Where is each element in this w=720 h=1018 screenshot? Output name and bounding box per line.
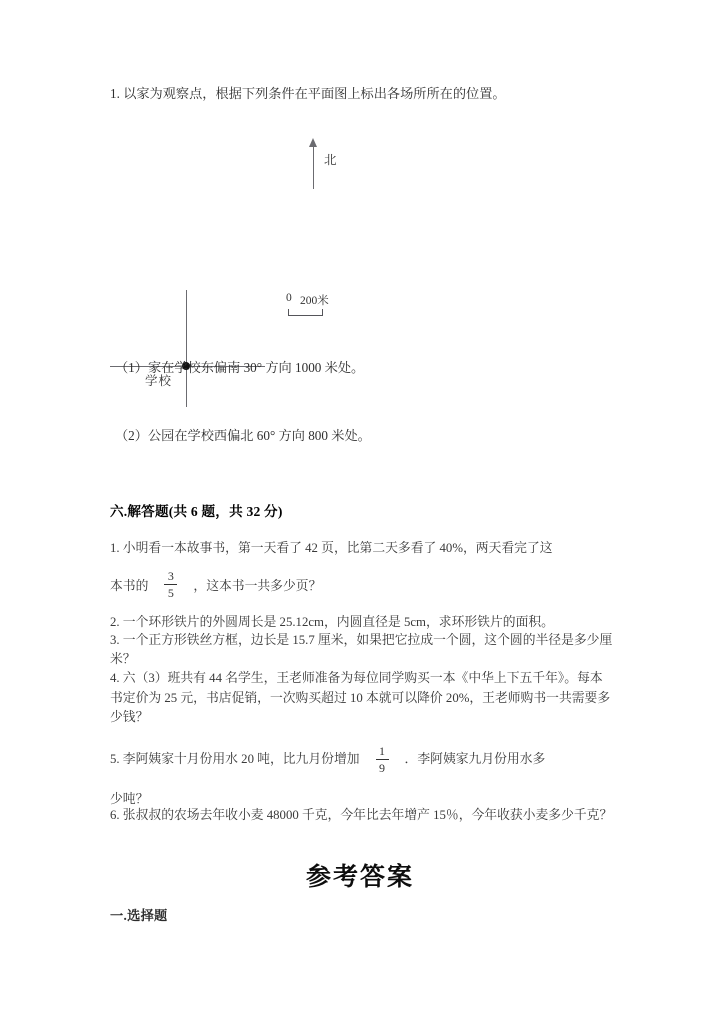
answers-title: 参考答案 [305,864,414,891]
scale-distance-label: 200米 [300,295,329,307]
sub-item-2: （2）公园在学校西偏北 60° 方向 800 米处。 [115,428,371,443]
scale-bar [286,292,386,327]
fraction-one-ninth [376,745,389,774]
question-1-line-2-after: ，这本书一共多少页？ [193,579,322,593]
question-6: 6. 张叔叔的农场去年收小麦 48000 千克，今年比去年增产 15％，今年收获小麦多少千克？ [110,808,613,822]
fraction-bar [376,759,389,760]
fraction-denominator: 5 [167,586,174,600]
question-2: 2. 一个环形铁片的外圆周长是 25.12cm，内圆直径是 5cm，求环形铁片的面积。 [110,615,554,629]
vertical-axis-line [186,290,187,407]
question-5-line-1-after: ．李阿姨家九月份用水多 [404,752,546,766]
fraction-denominator: 9 [379,761,386,775]
north-arrow-shaft-icon [313,144,314,189]
question-1-line-2-before: 本书的 [110,579,149,593]
fraction-three-fifths [164,570,177,599]
fraction-numerator: 1 [379,744,386,758]
question-1-line-2 [110,570,321,599]
question-4: 4. 六（3）班共有 44 名学生，王老师准备为每位同学购买一本《中华上下五千年》。每本书定价为 25 元，书店促销，一次购买超过 10 本就可以降价 20%，王老师购书一共需要多少钱？ [110,671,611,724]
question-5 [110,745,620,809]
fraction-bar [164,584,177,585]
answers-section-1-heading: 一.选择题 [110,908,168,923]
question-5-line-2: 少吨？ [110,792,149,806]
north-arrow-icon [300,138,370,198]
school-label: 学校 [145,374,173,388]
sub-item-1: （1）家在学校东偏南 30° 方向 1000 米处。 [115,360,365,375]
section-heading: 六.解答题(共 6 题，共 32 分) [110,504,283,519]
question-3: 3. 一个正方形铁丝方框，边长是 15.7 厘米，如果把它拉成一个圆，这个圆的半径是多少厘米？ [110,633,613,666]
question-1-line-1: 1. 小明看一本故事书，第一天看了 42 页，比第二天多看了 40%，两天看完了这 [110,541,553,555]
fraction-numerator: 3 [167,569,174,583]
north-label: 北 [324,153,337,167]
question-5-line-1-before: 5. 李阿姨家十月份用水 20 吨，比九月份增加 [110,752,360,766]
question-top-prompt: 1. 以家为观察点，根据下列条件在平面图上标出各场所所在的位置。 [110,86,506,101]
scale-zero-label: 0 [286,292,292,304]
scale-bracket-icon [288,309,323,316]
question-5-line-1 [110,745,620,774]
